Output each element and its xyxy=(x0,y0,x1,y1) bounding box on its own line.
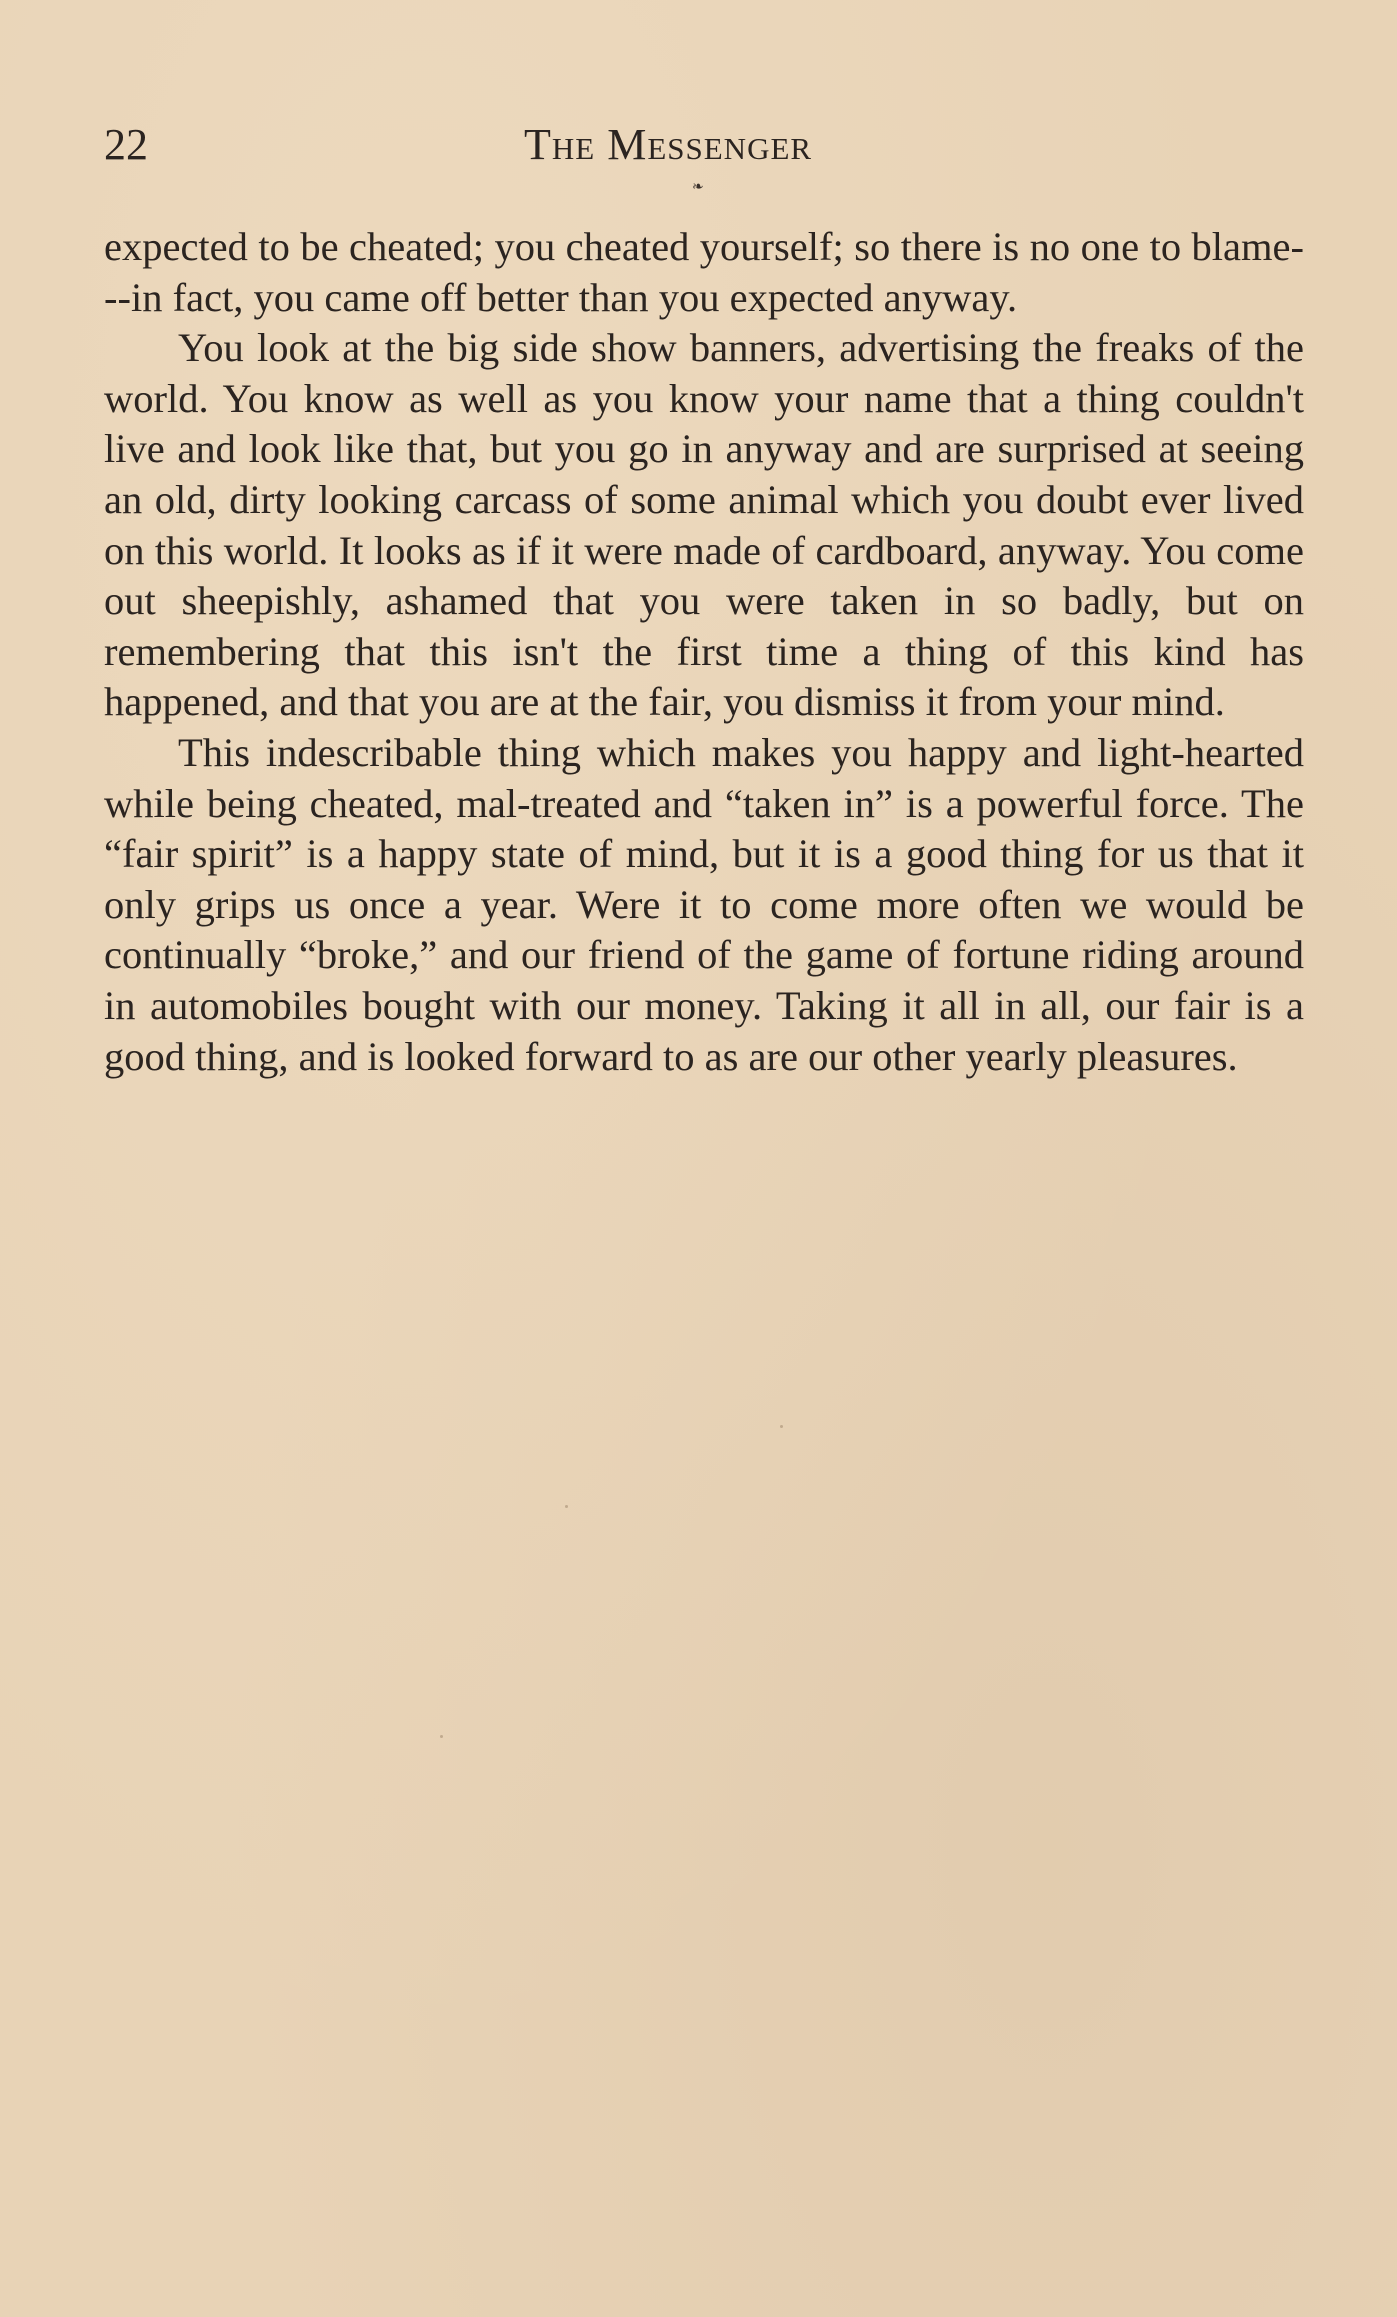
paragraph-side-show: You look at the big side show banners, advertising the freaks of the world. You know as well as you know your name that a thing couldn't live and look like that, but you go in anyway and are surprised at seeing an old, dirty looking carcass of some animal which you doubt ever lived on this world. It looks as if it were made of cardboard, anyway. You come out sheepishly, ashamed that you were taken in so badly, but on remembering that this isn't the first time a thing of this kind has happened, and that you are at the fair, you dismiss it from your mind. xyxy=(104,325,1304,725)
paper-speck xyxy=(780,1425,783,1428)
paragraph-fair-spirit: This indescribable thing which makes you happy and light-hearted while being cheated, mal-treated and “taken in” is a powerful force. The “fair spirit” is a happy state of mind, but it is a good thing for us that it only grips us once a year. Were it to come more often we would be continually “broke,” and our friend of the game of fortune riding around in automobiles bought with our money. Taking it all in all, our fair is a good thing, and is looked forward to as are our other yearly pleasures. xyxy=(104,729,1304,1079)
running-head xyxy=(104,110,1304,180)
paragraph-continued: expected to be cheated; you cheated yourself; so there is no one to blame---in fact, you came off better than you expected anyway. xyxy=(104,224,1304,320)
running-title: The Messenger xyxy=(524,120,813,169)
ornament-icon: ❧ xyxy=(692,180,704,195)
paper-speck xyxy=(565,1505,568,1508)
paper-speck xyxy=(440,1735,443,1738)
book-page xyxy=(104,110,1304,1079)
body-text xyxy=(104,222,1304,1082)
page-number: 22 xyxy=(104,120,148,169)
